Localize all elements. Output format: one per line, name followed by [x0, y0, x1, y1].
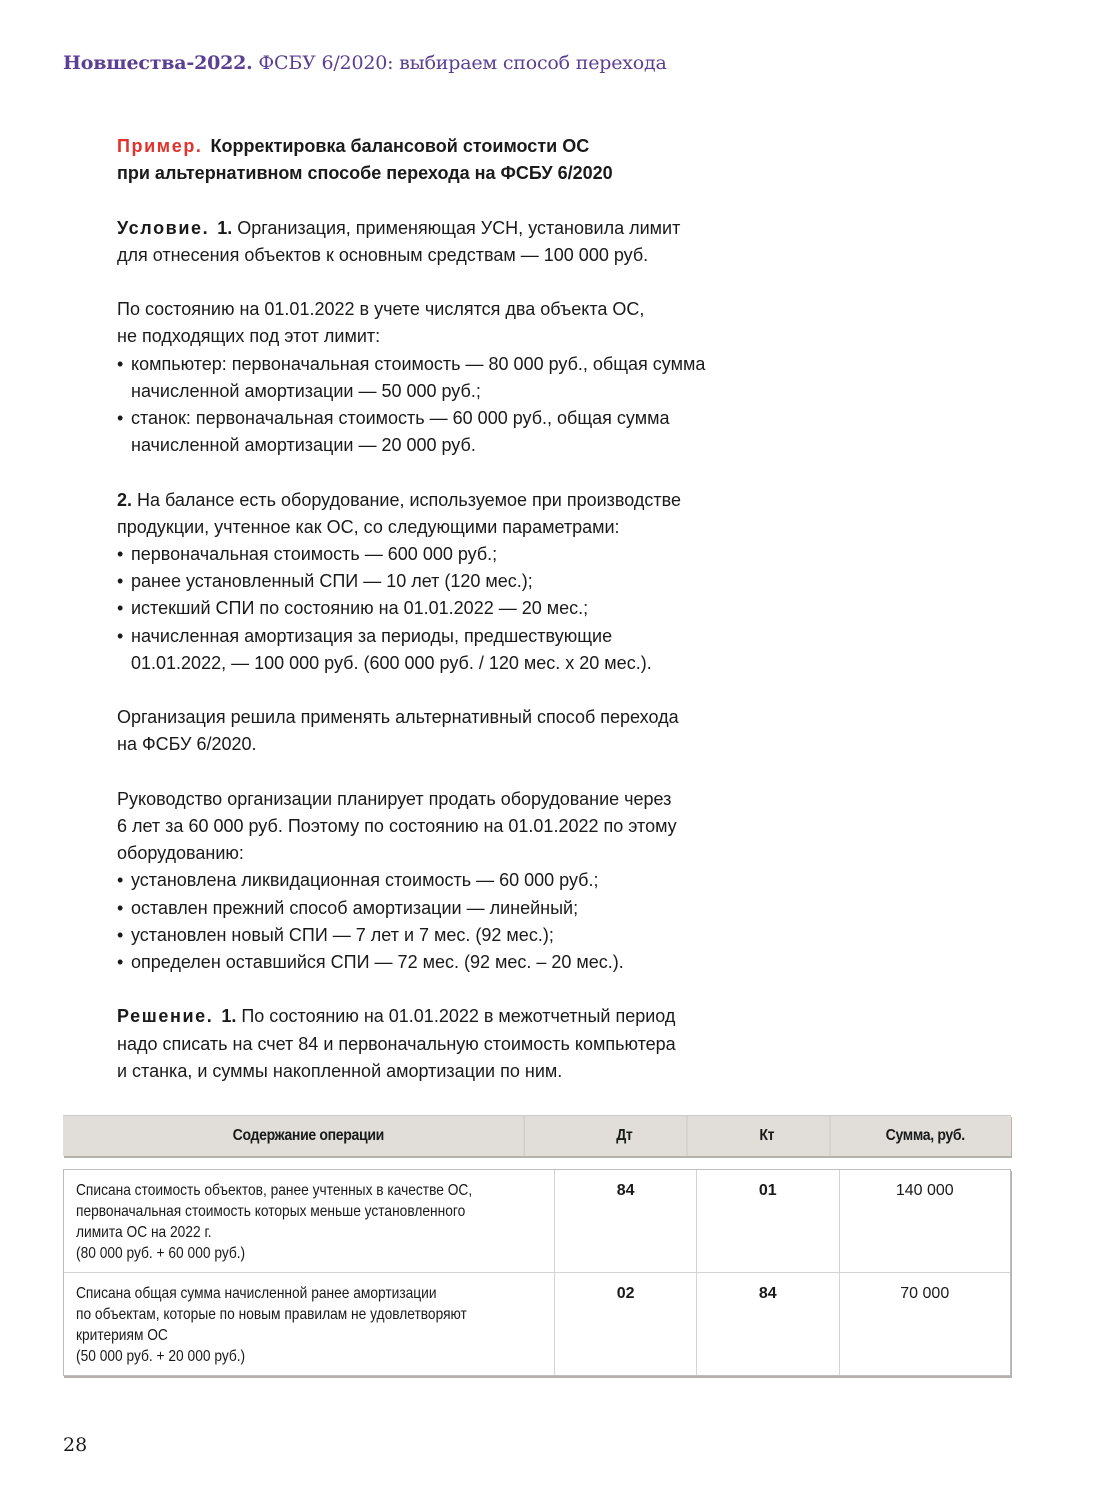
bullet-item — [117, 895, 757, 922]
line-text: компьютер: первоначальная стоимость — 80 000 руб., общая сумма — [131, 353, 706, 374]
operation-description — [64, 1170, 555, 1272]
line-text: начисленная амортизация за периоды, предшествующие — [131, 625, 613, 646]
line-text: первоначальная стоимость — 600 000 руб.; — [131, 544, 498, 564]
debit-account: 84 — [555, 1170, 697, 1272]
line-text: По состоянию на 01.01.2022 в межотчетный период — [241, 1006, 676, 1027]
line-text: на ФСБУ 6/2020. — [117, 734, 257, 755]
page-number: 28 — [63, 1434, 88, 1456]
bullet-icon: • — [117, 571, 124, 592]
line-text: 6 лет за 60 000 руб. Поэтому по состоянию на 01.01.2022 по этому — [117, 816, 677, 836]
text-line — [117, 514, 757, 541]
bullet-item — [117, 922, 757, 949]
line-text: продукции, учтенное как ОС, со следующими параметрами: — [117, 516, 620, 537]
description-line: (80 000 руб. + 60 000 руб.) — [76, 1245, 246, 1262]
bullet-icon: • — [117, 353, 124, 374]
bullet-item — [117, 623, 757, 650]
description-line: Списана стоимость объектов, ранее учтенных в качестве ОС, — [76, 1182, 473, 1199]
text-line — [117, 215, 757, 242]
line-text: истекший СПИ по состоянию на 01.01.2022 — 20 мес.; — [131, 598, 589, 619]
credit-account: 84 — [697, 1273, 840, 1375]
line-text: 01.01.2022, — 100 000 руб. (600 000 руб. / 120 мес. x 20 мес.). — [131, 652, 652, 673]
text-line — [117, 786, 757, 813]
bullet-item — [117, 568, 757, 595]
line-text: определен оставшийся СПИ — 72 мес. (92 мес. – 20 мес.). — [131, 952, 624, 973]
item-number: 2. — [117, 489, 133, 510]
section-label: Условие. — [117, 217, 210, 238]
column-header-credit: Кт — [705, 1116, 830, 1156]
paragraph — [117, 786, 757, 976]
line-text: На балансе есть оборудование, используемое при производстве — [137, 489, 682, 510]
column-header-sum: Сумма, руб. — [885, 1127, 965, 1144]
running-head-bold: Новшества-2022. — [63, 52, 253, 74]
column-header-description: Содержание операции — [92, 1116, 524, 1156]
line-text: начисленной амортизации — 50 000 руб.; — [131, 380, 481, 401]
bullet-icon: • — [117, 897, 124, 918]
description-line: по объектам, которые по новым правилам не удовлетворяют — [76, 1306, 467, 1323]
example-title-line: Корректировка балансовой стоимости ОС — [210, 136, 590, 156]
text-line — [117, 323, 757, 350]
table-row — [64, 1170, 1010, 1273]
paragraph — [117, 1003, 757, 1085]
running-head-text: ФСБУ 6/2020: выбираем способ перехода — [258, 52, 667, 74]
text-line — [117, 432, 757, 459]
bullet-item — [117, 405, 757, 432]
bullet-item — [117, 595, 757, 622]
line-text: Организация решила применять альтернативный способ перехода — [117, 707, 679, 728]
bullet-icon: • — [117, 625, 124, 646]
description-line: Списана общая сумма начисленной ранее амортизации — [76, 1285, 437, 1302]
section-label: Решение. — [117, 1006, 214, 1027]
running-head — [63, 52, 667, 74]
text-line — [117, 1031, 757, 1058]
text-line — [117, 840, 757, 867]
bullet-icon: • — [117, 598, 124, 619]
line-text: и станка, и суммы накопленной амортизации по ним. — [117, 1060, 563, 1081]
line-text: для отнесения объектов к основным средствам — 100 000 руб. — [117, 244, 649, 265]
bullet-icon: • — [117, 870, 124, 891]
line-text: ранее установленный СПИ — 10 лет (120 мес.); — [131, 571, 533, 592]
amount: 70 000 — [900, 1285, 950, 1302]
credit-account: 01 — [697, 1170, 840, 1272]
operation-description — [64, 1273, 555, 1375]
debit-account: 02 — [555, 1273, 697, 1375]
line-text: станок: первоначальная стоимость — 60 000 руб., общая сумма — [131, 408, 670, 428]
example-title-line: при альтернативном способе перехода на ФСБУ 6/2020 — [117, 163, 613, 184]
bullet-item — [117, 867, 757, 894]
line-text: установлен новый СПИ — 7 лет и 7 мес. (92 мес.); — [131, 924, 554, 945]
item-number: 1. — [221, 1006, 237, 1027]
paragraph — [117, 296, 757, 459]
line-text: не подходящих под этот лимит: — [117, 326, 381, 347]
text-line — [117, 1058, 757, 1085]
description-line: лимита ОС на 2022 г. — [76, 1224, 212, 1241]
line-text: По состоянию на 01.01.2022 в учете числятся два объекта ОС, — [117, 299, 645, 320]
text-line — [117, 378, 757, 405]
example-label: Пример. — [117, 136, 203, 156]
line-text: Руководство организации планирует продать оборудование через — [117, 788, 672, 809]
description-line: первоначальная стоимость которых меньше установленного — [76, 1203, 466, 1220]
table-row — [64, 1273, 1010, 1375]
text-line — [117, 813, 757, 840]
table-header — [63, 1115, 1011, 1156]
description-line: критериям ОС — [76, 1327, 168, 1344]
bullet-icon: • — [117, 544, 124, 564]
line-text: Организация, применяющая УСН, установила лимит — [237, 217, 681, 238]
item-number: 1. — [217, 217, 233, 238]
table-body — [63, 1169, 1011, 1376]
paragraph — [117, 704, 757, 758]
bullet-icon: • — [117, 924, 124, 945]
bullet-item — [117, 949, 757, 976]
text-line — [117, 487, 757, 514]
column-header-debit: Дт — [563, 1116, 688, 1156]
text-line — [117, 1003, 757, 1030]
line-text: оставлен прежний способ амортизации — линейный; — [131, 897, 579, 918]
bullet-icon: • — [117, 952, 124, 973]
example-heading — [117, 133, 757, 187]
paragraphs — [117, 215, 757, 1085]
line-text: начисленной амортизации — 20 000 руб. — [131, 435, 476, 456]
line-text: надо списать на счет 84 и первоначальную стоимость компьютера — [117, 1033, 676, 1054]
description-line: (50 000 руб. + 20 000 руб.) — [76, 1348, 246, 1365]
text-line — [117, 296, 757, 323]
document-body — [117, 133, 757, 1112]
bullet-icon: • — [117, 408, 124, 428]
paragraph — [117, 215, 757, 269]
bullet-item — [117, 351, 757, 378]
line-text: установлена ликвидационная стоимость — 60 000 руб.; — [131, 870, 599, 891]
line-text: оборудованию: — [117, 843, 244, 864]
text-line — [117, 704, 757, 731]
amount: 140 000 — [895, 1182, 954, 1199]
paragraph — [117, 487, 757, 677]
text-line — [117, 731, 757, 758]
bullet-item — [117, 541, 757, 568]
text-line — [117, 650, 757, 677]
text-line — [117, 242, 757, 269]
